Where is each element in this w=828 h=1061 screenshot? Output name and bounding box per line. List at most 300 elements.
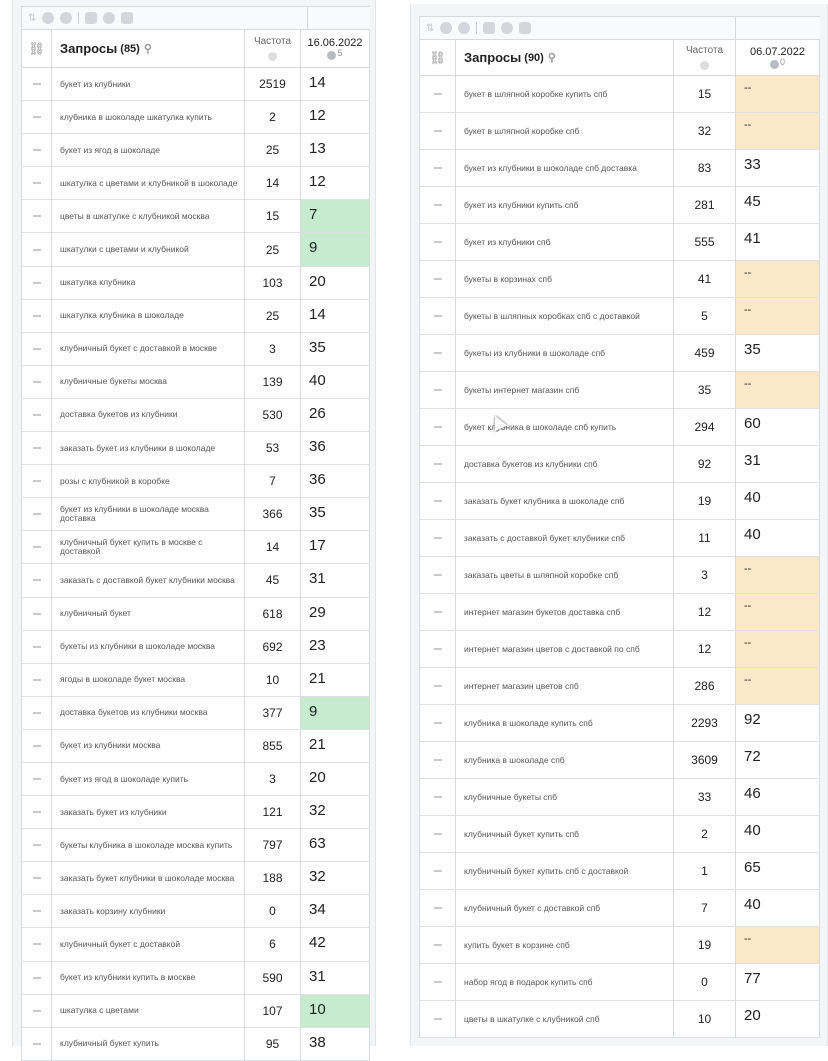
table-row[interactable]: [420, 261, 820, 298]
row-link-toggle[interactable]: [420, 742, 456, 778]
frequency-cell: 7: [674, 890, 736, 926]
frequency-cell: 11: [674, 520, 736, 556]
date-column-header[interactable]: [301, 30, 370, 67]
position-cell: --: [736, 261, 820, 297]
table-row[interactable]: [22, 498, 370, 531]
link-icon[interactable]: [60, 12, 72, 24]
table-row[interactable]: [420, 816, 820, 853]
query-cell[interactable]: цветы в шкатулке с клубникой москва: [52, 200, 245, 232]
search-icon[interactable]: ⚲: [547, 52, 556, 64]
dash-icon: [33, 579, 41, 581]
row-link-toggle[interactable]: [22, 928, 52, 960]
query-cell[interactable]: букет из клубники спб: [456, 224, 674, 260]
query-column-header[interactable]: [456, 40, 674, 75]
query-cell[interactable]: купить букет в корзине спб: [456, 927, 674, 963]
query-cell[interactable]: букет из клубники москва: [52, 730, 245, 762]
query-cell[interactable]: ягоды в шоколаде букет москва: [52, 664, 245, 696]
table-row[interactable]: [420, 742, 820, 779]
table-row[interactable]: [22, 432, 370, 465]
query-cell[interactable]: розы с клубникой в коробке: [52, 465, 245, 497]
link-column-header[interactable]: [420, 40, 456, 75]
dash-icon: [434, 648, 442, 650]
link-column-header[interactable]: [22, 30, 52, 67]
row-link-toggle[interactable]: [420, 224, 456, 260]
query-cell[interactable]: заказать с доставкой букет клубники спб: [456, 520, 674, 556]
position-cell: 40: [736, 520, 820, 556]
dash-icon: [434, 907, 442, 909]
query-cell[interactable]: заказать букет клубники в шоколаде москва: [52, 862, 245, 894]
query-cell[interactable]: цветы в шкатулке с клубникой спб: [456, 1001, 674, 1037]
date-column-header[interactable]: [736, 40, 820, 75]
query-cell[interactable]: клубничные букеты москва: [52, 366, 245, 398]
table-row[interactable]: [22, 730, 370, 763]
settings-icon: [268, 52, 277, 61]
frequency-cell: 692: [245, 631, 301, 663]
frequency-column-header[interactable]: [245, 30, 301, 67]
position-cell: 35: [736, 335, 820, 371]
frequency-cell: 14: [245, 167, 301, 199]
row-link-toggle[interactable]: [420, 446, 456, 482]
row-link-toggle[interactable]: [420, 668, 456, 704]
table-row[interactable]: [420, 520, 820, 557]
dash-icon: [33, 679, 41, 681]
table-row[interactable]: [420, 890, 820, 927]
row-link-toggle[interactable]: [22, 631, 52, 663]
position-cell: 42: [301, 928, 370, 960]
dash-icon: [33, 1010, 41, 1012]
table-row[interactable]: [22, 564, 370, 597]
dash-icon: [33, 447, 41, 449]
link-icon[interactable]: [458, 22, 470, 34]
dash-icon: [434, 537, 442, 539]
position-cell: 17: [301, 531, 370, 563]
query-cell[interactable]: интернет магазин цветов с доставкой по спб: [456, 631, 674, 667]
position-cell: 60: [736, 409, 820, 445]
query-cell[interactable]: заказать букет из клубники в шоколаде: [52, 432, 245, 464]
frequency-cell: 1: [674, 853, 736, 889]
dash-icon: [33, 215, 41, 217]
dash-icon: [434, 463, 442, 465]
table-row[interactable]: [22, 233, 370, 266]
frequency-cell: 35: [674, 372, 736, 408]
row-link-toggle[interactable]: [22, 267, 52, 299]
left-toolbar: [22, 7, 370, 30]
query-cell[interactable]: букет в шляпной коробке купить спб: [456, 76, 674, 112]
query-cell[interactable]: букет из клубники в шоколаде спб доставка: [456, 150, 674, 186]
query-cell[interactable]: букеты клубника в шоколаде москва купить: [52, 829, 245, 861]
table-row[interactable]: [22, 167, 370, 200]
row-link-toggle[interactable]: [22, 167, 52, 199]
query-cell[interactable]: шкатулка с цветами: [52, 995, 245, 1027]
position-cell: 33: [736, 150, 820, 186]
table-row[interactable]: [420, 557, 820, 594]
chain-icon: ⛓: [429, 49, 446, 65]
table-row[interactable]: [22, 962, 370, 995]
position-cell: 29: [301, 598, 370, 630]
position-cell: 92: [736, 705, 820, 741]
table-row[interactable]: [22, 465, 370, 498]
right-panel: [410, 4, 828, 1046]
table-row[interactable]: [22, 862, 370, 895]
row-link-toggle[interactable]: [420, 816, 456, 852]
row-link-toggle[interactable]: [420, 779, 456, 815]
table-row[interactable]: [420, 113, 820, 150]
table-row[interactable]: [22, 333, 370, 366]
table-row[interactable]: [420, 594, 820, 631]
frequency-cell: 0: [674, 964, 736, 1000]
table-row[interactable]: [22, 366, 370, 399]
table-row[interactable]: [420, 150, 820, 187]
query-cell[interactable]: заказать корзину клубники: [52, 895, 245, 927]
row-link-toggle[interactable]: [420, 261, 456, 297]
dash-icon: [33, 745, 41, 747]
position-cell: 31: [301, 962, 370, 994]
position-cell: 31: [736, 446, 820, 482]
table-row[interactable]: [420, 705, 820, 742]
query-cell[interactable]: доставка букетов из клубники спб: [456, 446, 674, 482]
calculator-icon[interactable]: [483, 22, 495, 34]
position-cell: 21: [301, 730, 370, 762]
dash-icon: [33, 282, 41, 284]
row-link-toggle[interactable]: [420, 409, 456, 445]
frequency-cell: 377: [245, 697, 301, 729]
table-row[interactable]: [420, 76, 820, 113]
position-cell: 31: [301, 564, 370, 596]
query-cell[interactable]: набор ягод в подарок купить спб: [456, 964, 674, 1000]
frequency-cell: 19: [674, 927, 736, 963]
table-row[interactable]: [22, 763, 370, 796]
right-table: [419, 16, 820, 1038]
row-link-toggle[interactable]: [22, 465, 52, 497]
frequency-cell: 41: [674, 261, 736, 297]
query-cell[interactable]: клубничный букет купить спб: [456, 816, 674, 852]
frequency-cell: 19: [674, 483, 736, 519]
query-cell[interactable]: букет из клубники в шоколаде москва доставка: [52, 498, 245, 530]
table-row[interactable]: [420, 224, 820, 261]
row-link-toggle[interactable]: [22, 200, 52, 232]
row-link-toggle[interactable]: [420, 853, 456, 889]
dash-icon: [33, 546, 41, 548]
table-row[interactable]: [420, 631, 820, 668]
frequency-cell: 25: [245, 300, 301, 332]
query-cell[interactable]: заказать букет из клубники: [52, 796, 245, 828]
table-row[interactable]: [420, 372, 820, 409]
row-link-toggle[interactable]: [420, 187, 456, 223]
frequency-cell: 590: [245, 962, 301, 994]
table-row[interactable]: [22, 531, 370, 564]
globe-icon: [327, 51, 336, 60]
table-row[interactable]: [420, 964, 820, 1001]
row-link-toggle[interactable]: [22, 498, 52, 530]
table-row[interactable]: [22, 995, 370, 1028]
frequency-cell: 95: [245, 1028, 301, 1060]
table-row[interactable]: [22, 697, 370, 730]
frequency-cell: 0: [245, 895, 301, 927]
row-link-toggle[interactable]: [22, 399, 52, 431]
query-cell[interactable]: букет из клубники купить в москве: [52, 962, 245, 994]
query-header-count: (90): [524, 51, 544, 64]
frequency-header-label: Частота: [253, 36, 292, 47]
frequency-cell: 121: [245, 796, 301, 828]
row-link-toggle[interactable]: [420, 557, 456, 593]
dash-icon: [33, 116, 41, 118]
row-link-toggle[interactable]: [420, 594, 456, 630]
row-link-toggle[interactable]: [22, 531, 52, 563]
position-cell: 35: [301, 498, 370, 530]
position-cell: --: [736, 557, 820, 593]
frequency-cell: 10: [245, 664, 301, 696]
dash-icon: [434, 278, 442, 280]
query-cell[interactable]: букет в шляпной коробке спб: [456, 113, 674, 149]
query-cell[interactable]: букеты из клубники в шоколаде москва: [52, 631, 245, 663]
query-cell[interactable]: заказать цветы в шляпной коробке спб: [456, 557, 674, 593]
row-link-toggle[interactable]: [22, 101, 52, 133]
dash-icon: [434, 722, 442, 724]
table-row[interactable]: [22, 895, 370, 928]
row-link-toggle[interactable]: [22, 1028, 52, 1060]
position-cell: 13: [301, 134, 370, 166]
position-cell: 23: [301, 631, 370, 663]
table-row[interactable]: [22, 598, 370, 631]
dash-icon: [33, 315, 41, 317]
position-cell: --: [736, 631, 820, 667]
row-link-toggle[interactable]: [420, 298, 456, 334]
query-cell[interactable]: букет из клубники купить спб: [456, 187, 674, 223]
table-row[interactable]: [420, 298, 820, 335]
table-row[interactable]: [22, 134, 370, 167]
dash-icon: [33, 977, 41, 979]
table-row[interactable]: [22, 300, 370, 333]
table-row[interactable]: [420, 409, 820, 446]
frequency-cell: 25: [245, 134, 301, 166]
query-cell[interactable]: клубничный букет купить: [52, 1028, 245, 1060]
dash-icon: [33, 877, 41, 879]
dash-icon: [33, 513, 41, 515]
position-cell: 14: [301, 68, 370, 100]
frequency-cell: 555: [674, 224, 736, 260]
frequency-cell: 33: [674, 779, 736, 815]
table-row[interactable]: [420, 779, 820, 816]
frequency-column-header[interactable]: [674, 40, 736, 75]
row-link-toggle[interactable]: [22, 300, 52, 332]
position-cell: --: [736, 298, 820, 334]
row-link-toggle[interactable]: [420, 113, 456, 149]
row-link-toggle[interactable]: [420, 520, 456, 556]
table-row[interactable]: [22, 101, 370, 134]
position-cell: --: [736, 668, 820, 704]
table-row[interactable]: [22, 200, 370, 233]
row-link-toggle[interactable]: [420, 927, 456, 963]
table-row[interactable]: [22, 399, 370, 432]
position-cell: 40: [736, 816, 820, 852]
table-row[interactable]: [420, 483, 820, 520]
row-link-toggle[interactable]: [22, 68, 52, 100]
row-link-toggle[interactable]: [22, 432, 52, 464]
position-cell: --: [736, 113, 820, 149]
table-row[interactable]: [420, 853, 820, 890]
position-cell: 38: [301, 1028, 370, 1060]
row-link-toggle[interactable]: [22, 697, 52, 729]
frequency-cell: 2: [674, 816, 736, 852]
frequency-cell: 7: [245, 465, 301, 497]
right-toolbar: [420, 17, 820, 40]
frequency-cell: 2: [245, 101, 301, 133]
position-cell: --: [736, 594, 820, 630]
table-row[interactable]: [420, 1001, 820, 1038]
row-link-toggle[interactable]: [22, 829, 52, 861]
table-row[interactable]: [420, 335, 820, 372]
dash-icon: [33, 1043, 41, 1045]
frequency-cell: 3: [245, 333, 301, 365]
query-cell[interactable]: клубника в шоколаде шкатулка купить: [52, 101, 245, 133]
date-header-count: 0: [779, 57, 785, 67]
table-row[interactable]: [420, 187, 820, 224]
position-cell: 12: [301, 101, 370, 133]
right-toolbar-tools: [420, 17, 736, 39]
row-link-toggle[interactable]: [22, 134, 52, 166]
row-link-toggle[interactable]: [22, 366, 52, 398]
query-cell[interactable]: интернет магазин цветов спб: [456, 668, 674, 704]
frequency-cell: 83: [674, 150, 736, 186]
pie-chart-icon[interactable]: [103, 12, 115, 24]
row-link-toggle[interactable]: [22, 730, 52, 762]
frequency-cell: 294: [674, 409, 736, 445]
query-cell[interactable]: клубника в шоколаде купить спб: [456, 705, 674, 741]
position-cell: 40: [736, 890, 820, 926]
query-cell[interactable]: заказать с доставкой букет клубники москва: [52, 564, 245, 596]
row-link-toggle[interactable]: [420, 964, 456, 1000]
query-cell[interactable]: доставка букетов из клубники: [52, 399, 245, 431]
eye-icon[interactable]: [440, 22, 452, 34]
dash-icon: [434, 167, 442, 169]
query-cell[interactable]: клубничный букет с доставкой в москве: [52, 333, 245, 365]
dash-icon: [33, 249, 41, 251]
row-link-toggle[interactable]: [22, 962, 52, 994]
dash-icon: [33, 149, 41, 151]
query-cell[interactable]: букет клубника в шоколаде спб купить: [456, 409, 674, 445]
eye-icon[interactable]: [42, 12, 54, 24]
table-row[interactable]: [22, 631, 370, 664]
frequency-cell: 530: [245, 399, 301, 431]
dash-icon: [434, 796, 442, 798]
query-header-title: Запросы: [60, 41, 118, 56]
query-cell[interactable]: клубничный букет с доставкой спб: [456, 890, 674, 926]
table-row[interactable]: [22, 796, 370, 829]
query-cell[interactable]: интернет магазин букетов доставка спб: [456, 594, 674, 630]
row-link-toggle[interactable]: [22, 664, 52, 696]
frequency-cell: 855: [245, 730, 301, 762]
row-link-toggle[interactable]: [420, 372, 456, 408]
query-cell[interactable]: доставка букетов из клубники москва: [52, 697, 245, 729]
row-link-toggle[interactable]: [22, 796, 52, 828]
left-panel: [12, 0, 376, 1051]
query-cell[interactable]: букет из ягод в шоколаде: [52, 134, 245, 166]
dash-icon: [434, 870, 442, 872]
table-row[interactable]: [22, 267, 370, 300]
query-cell[interactable]: шкатулка с цветами и клубникой в шоколаде: [52, 167, 245, 199]
row-link-toggle[interactable]: [420, 76, 456, 112]
table-row[interactable]: [22, 829, 370, 862]
position-cell: 20: [736, 1001, 820, 1037]
left-header-row: [22, 30, 370, 68]
folder-icon[interactable]: [121, 12, 133, 24]
row-link-toggle[interactable]: [420, 705, 456, 741]
frequency-cell: 286: [674, 668, 736, 704]
query-cell[interactable]: шкатулка клубника в шоколаде: [52, 300, 245, 332]
query-cell[interactable]: клубника в шоколаде спб: [456, 742, 674, 778]
frequency-cell: 25: [245, 233, 301, 265]
row-link-toggle[interactable]: [22, 862, 52, 894]
dash-icon: [434, 833, 442, 835]
query-cell[interactable]: заказать букет клубника в шоколаде спб: [456, 483, 674, 519]
row-link-toggle[interactable]: [22, 333, 52, 365]
row-link-toggle[interactable]: [420, 890, 456, 926]
calculator-icon[interactable]: [85, 12, 97, 24]
table-row[interactable]: [22, 928, 370, 961]
query-column-header[interactable]: [52, 30, 245, 67]
position-cell: 20: [301, 763, 370, 795]
query-cell[interactable]: букеты в корзинах спб: [456, 261, 674, 297]
folder-icon[interactable]: [519, 22, 531, 34]
row-link-toggle[interactable]: [420, 335, 456, 371]
frequency-cell: 92: [674, 446, 736, 482]
pie-chart-icon[interactable]: [501, 22, 513, 34]
query-cell[interactable]: клубничный букет купить спб с доставкой: [456, 853, 674, 889]
table-row[interactable]: [420, 446, 820, 483]
query-cell[interactable]: клубничный букет: [52, 598, 245, 630]
row-link-toggle[interactable]: [22, 995, 52, 1027]
query-cell[interactable]: клубничный букет с доставкой: [52, 928, 245, 960]
row-link-toggle[interactable]: [22, 598, 52, 630]
row-link-toggle[interactable]: [420, 150, 456, 186]
row-link-toggle[interactable]: [420, 483, 456, 519]
query-cell[interactable]: букеты интернет магазин спб: [456, 372, 674, 408]
dash-icon: [33, 613, 41, 615]
sort-icon[interactable]: ⇅: [426, 22, 435, 34]
sort-icon[interactable]: ⇅: [28, 12, 37, 24]
query-cell[interactable]: клубничные букеты спб: [456, 779, 674, 815]
position-cell: 65: [736, 853, 820, 889]
position-cell: 12: [301, 167, 370, 199]
search-icon[interactable]: ⚲: [143, 43, 152, 55]
query-header-title: Запросы: [464, 50, 522, 65]
table-row[interactable]: [22, 664, 370, 697]
query-cell[interactable]: шкатулка клубника: [52, 267, 245, 299]
row-link-toggle[interactable]: [22, 763, 52, 795]
position-cell: 32: [301, 796, 370, 828]
table-row[interactable]: [22, 68, 370, 101]
row-link-toggle[interactable]: [420, 631, 456, 667]
row-link-toggle[interactable]: [22, 233, 52, 265]
position-cell: --: [736, 927, 820, 963]
dash-icon: [33, 778, 41, 780]
row-link-toggle[interactable]: [22, 564, 52, 596]
query-cell[interactable]: букеты в шляпных коробках спб с доставкой: [456, 298, 674, 334]
row-link-toggle[interactable]: [420, 1001, 456, 1037]
table-row[interactable]: [420, 668, 820, 705]
query-cell[interactable]: букет из клубники: [52, 68, 245, 100]
dash-icon: [434, 500, 442, 502]
table-row[interactable]: [420, 927, 820, 964]
query-cell[interactable]: букеты из клубники в шоколаде спб: [456, 335, 674, 371]
table-row[interactable]: [22, 1028, 370, 1061]
query-cell[interactable]: шкатулки с цветами и клубникой: [52, 233, 245, 265]
date-header-count: 5: [337, 48, 343, 58]
date-header-label: 06.07.2022: [749, 46, 806, 58]
query-cell[interactable]: клубничный букет купить в москве с доставкой: [52, 531, 245, 563]
row-link-toggle[interactable]: [22, 895, 52, 927]
query-cell[interactable]: букет из ягод в шоколаде купить: [52, 763, 245, 795]
